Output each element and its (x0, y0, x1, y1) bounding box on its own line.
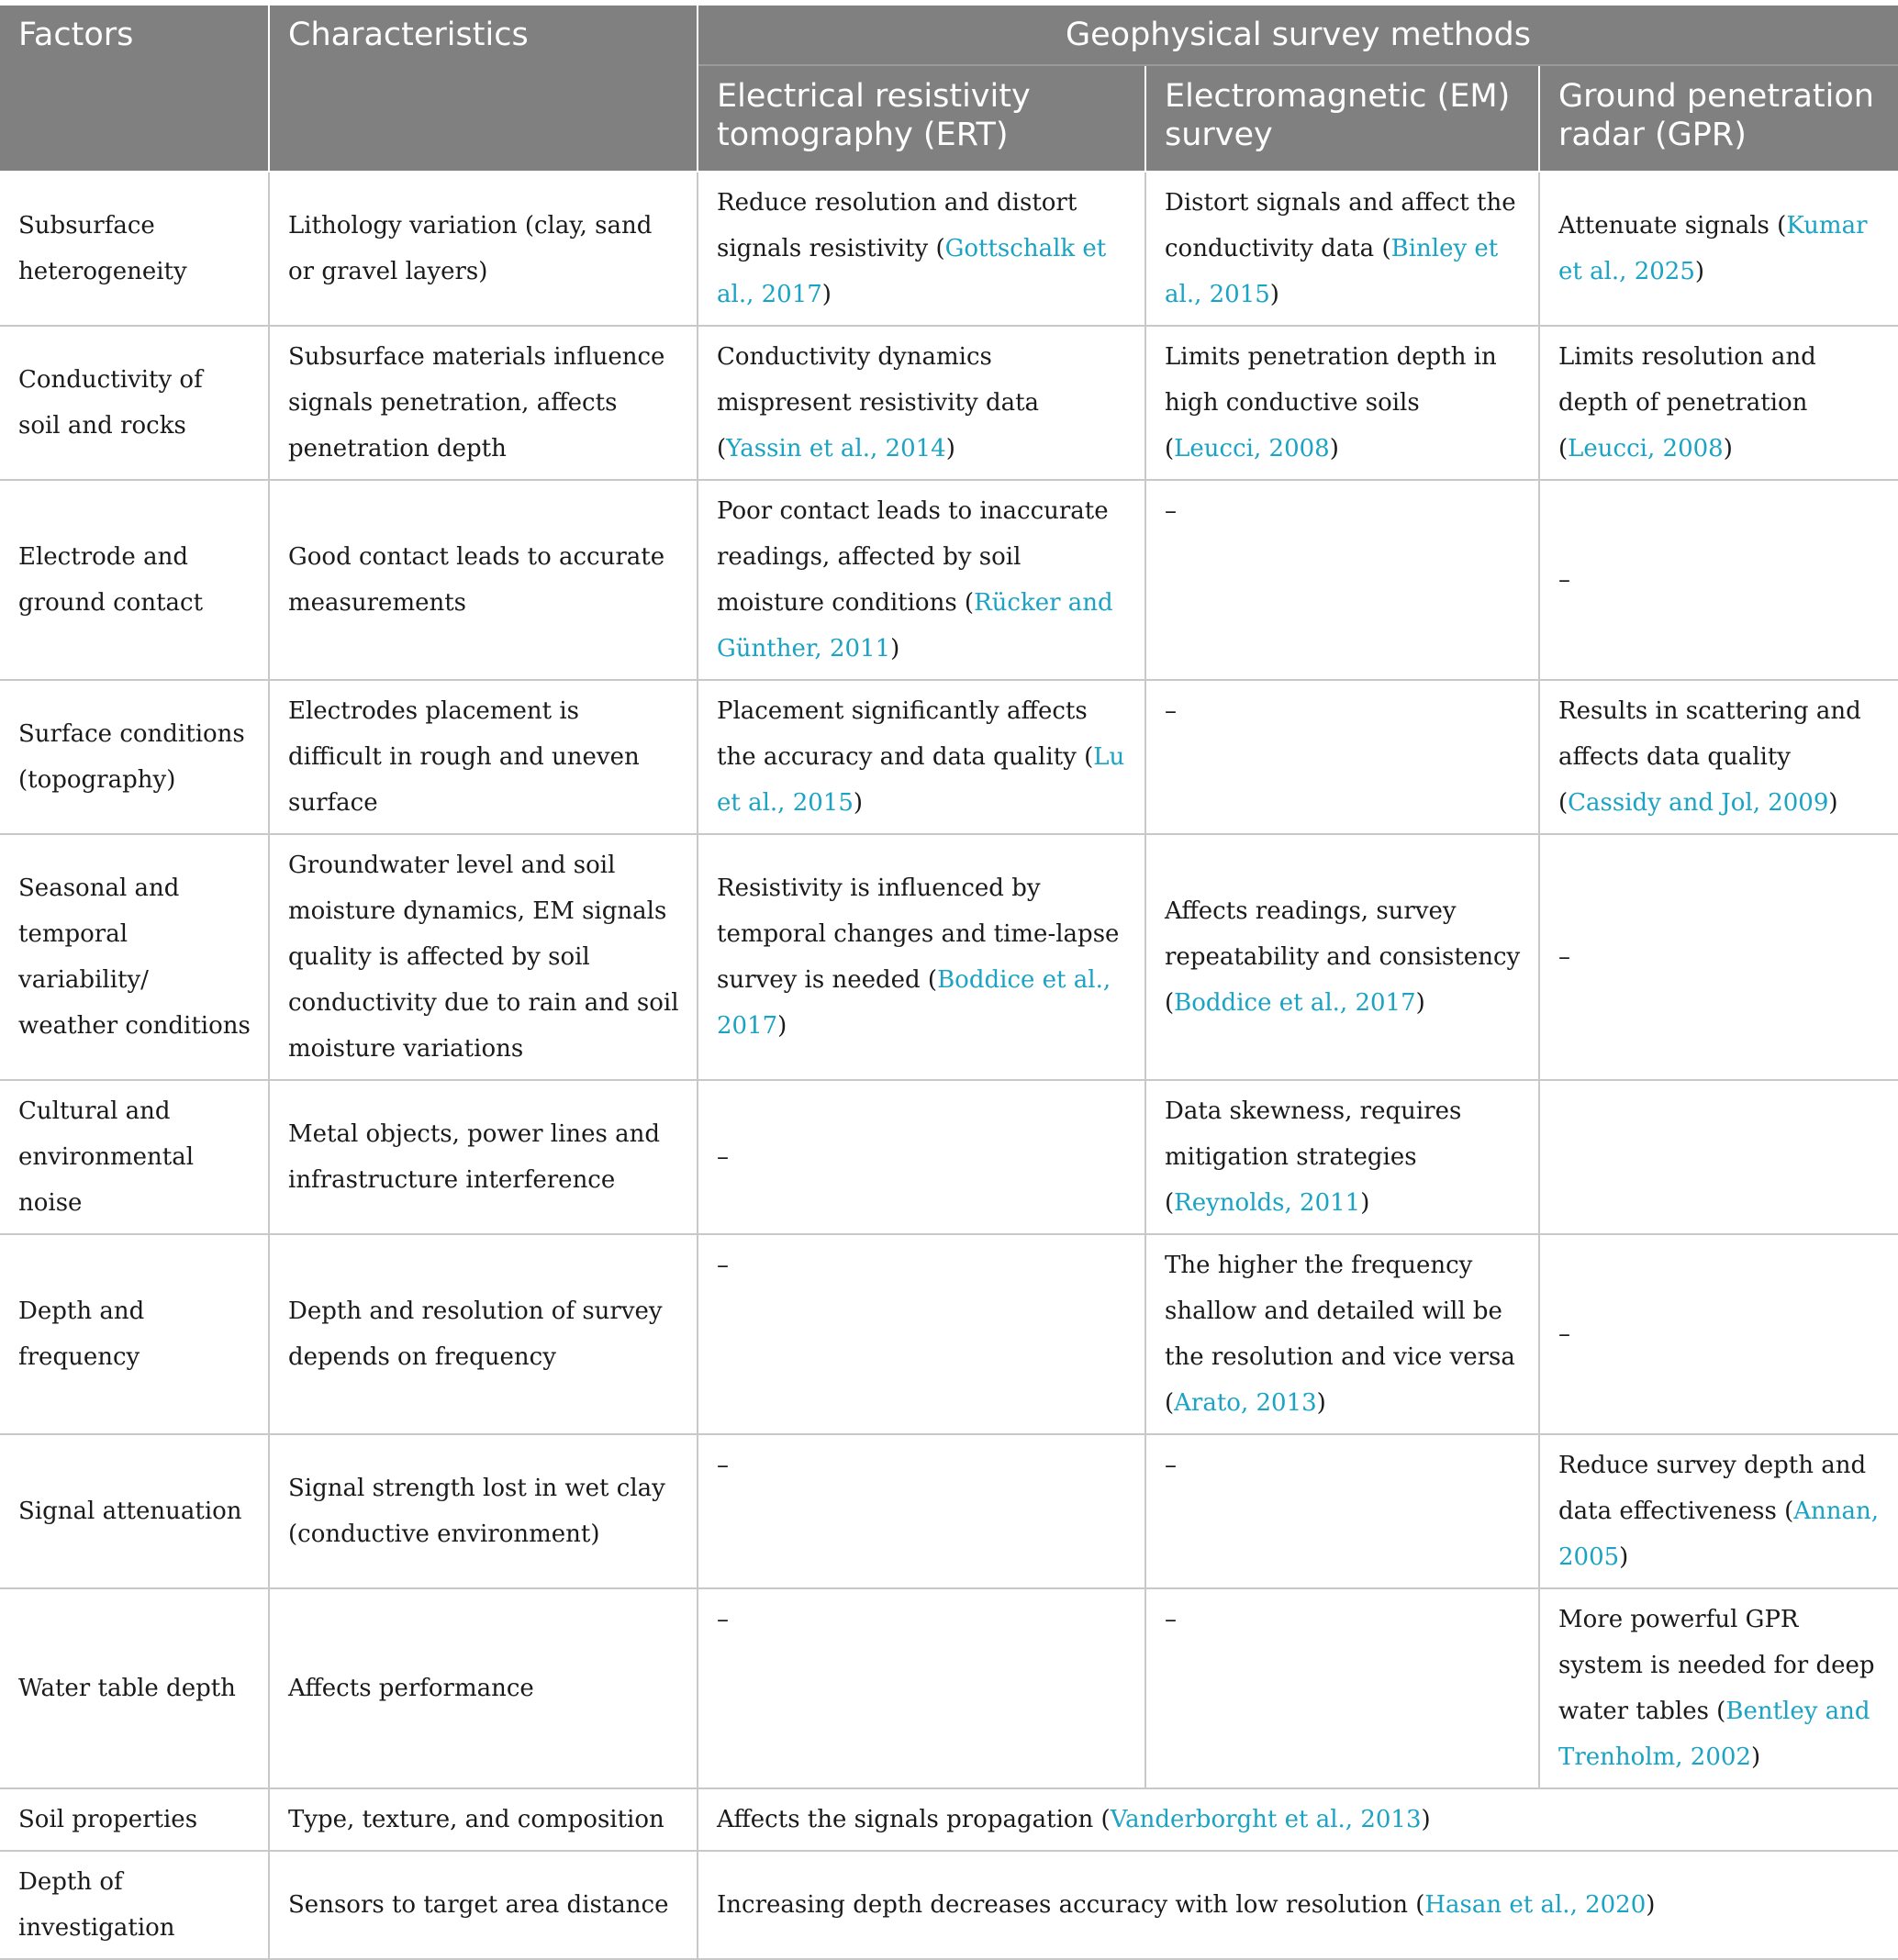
gpr-cell (1539, 680, 1898, 834)
ert-cell-text: – (717, 1252, 729, 1279)
table-row (0, 1851, 1898, 1959)
ert-cell (698, 834, 1145, 1080)
em-cell (1145, 326, 1539, 480)
factor-cell: Electrode and ground contact (0, 480, 269, 680)
ert-cell-close: ) (945, 435, 955, 462)
table-row (0, 172, 1898, 326)
factor-cell: Surface conditions (topography) (0, 680, 269, 834)
characteristics-cell: Metal objects, power lines and infrastructure interference (269, 1080, 698, 1234)
em-cell-citation-link[interactable]: Binley et al., 2015 (1165, 235, 1499, 308)
em-cell-citation-link[interactable]: Leucci, 2008 (1174, 435, 1330, 462)
ert-cell-citation-link[interactable]: Yassin et al., 2014 (726, 435, 946, 462)
em-cell (1145, 480, 1539, 680)
factor-cell: Depth and frequency (0, 1234, 269, 1434)
em-cell-text: – (1165, 1452, 1177, 1479)
ert-cell (698, 1080, 1145, 1234)
gpr-cell-citation-link[interactable]: Cassidy and Jol, 2009 (1568, 789, 1829, 817)
ert-cell-citation-link[interactable]: Boddice et al., 2017 (717, 966, 1111, 1040)
table-row (0, 1080, 1898, 1234)
gpr-cell (1539, 1080, 1898, 1234)
gpr-cell (1539, 172, 1898, 326)
table-row (0, 834, 1898, 1080)
all-methods-cell-text: Increasing depth decreases accuracy with low resolution ( (717, 1891, 1425, 1919)
ert-cell-text: Conductivity dynamics mispresent resistivity data ( (717, 343, 1040, 462)
factor-cell: Water table depth (0, 1588, 269, 1788)
ert-cell (698, 1588, 1145, 1788)
ert-cell (698, 1234, 1145, 1434)
gpr-cell-text: Attenuate signals ( (1558, 212, 1787, 239)
gpr-cell-text: – (1558, 566, 1570, 594)
ert-cell-text: Poor contact leads to inaccurate readings, affected by soil moisture conditions ( (717, 497, 1109, 617)
ert-cell-text: Placement significantly affects the accuracy and data quality ( (717, 697, 1094, 771)
factor-cell: Depth of investigation (0, 1851, 269, 1959)
em-cell-close: ) (1360, 1189, 1370, 1217)
em-cell-text: Distort signals and affect the conductivity data ( (1165, 189, 1516, 262)
gpr-cell (1539, 326, 1898, 480)
ert-cell-close: ) (821, 281, 832, 308)
em-cell-text: – (1165, 697, 1177, 725)
gpr-cell-close: ) (1723, 435, 1733, 462)
em-cell-citation-link[interactable]: Reynolds, 2011 (1174, 1189, 1361, 1217)
em-cell-close: ) (1316, 1389, 1326, 1417)
characteristics-cell: Type, texture, and composition (269, 1788, 698, 1851)
gpr-cell-citation-link[interactable]: Annan, 2005 (1558, 1498, 1880, 1571)
em-cell-text: – (1165, 497, 1177, 525)
gpr-cell (1539, 834, 1898, 1080)
ert-cell-text: Resistivity is influenced by temporal changes and time-lapse survey is needed ( (717, 874, 1120, 994)
gpr-cell-text: Results in scattering and affects data quality ( (1558, 697, 1861, 817)
header-row-top (0, 6, 1898, 65)
em-cell-close: ) (1269, 281, 1279, 308)
table-header (0, 6, 1898, 172)
ert-cell (698, 480, 1145, 680)
header-characteristics: Characteristics (269, 6, 698, 172)
gpr-cell (1539, 1234, 1898, 1434)
factor-cell: Soil properties (0, 1788, 269, 1851)
em-cell-text: The higher the frequency shallow and detailed will be the resolution and vice versa ( (1165, 1252, 1515, 1417)
gpr-cell-text: – (1558, 943, 1570, 971)
ert-cell-citation-link[interactable]: Rücker and Günther, 2011 (717, 589, 1113, 663)
gpr-cell (1539, 480, 1898, 680)
geophysical-factors-table (0, 6, 1898, 1960)
em-cell (1145, 834, 1539, 1080)
em-cell-close: ) (1415, 989, 1425, 1017)
em-cell-text: Limits penetration depth in high conductive soils ( (1165, 343, 1497, 462)
characteristics-cell: Good contact leads to accurate measurements (269, 480, 698, 680)
table-row (0, 680, 1898, 834)
ert-cell-citation-link[interactable]: Lu et al., 2015 (717, 743, 1125, 817)
em-cell (1145, 1080, 1539, 1234)
ert-cell-close: ) (890, 635, 900, 663)
characteristics-cell: Electrodes placement is difficult in rough and uneven surface (269, 680, 698, 834)
ert-cell-text: Reduce resolution and distort signals resistivity ( (717, 189, 1077, 262)
ert-cell-text: – (717, 1452, 729, 1479)
ert-cell (698, 326, 1145, 480)
header-em: Electromagnetic (EM) survey (1145, 65, 1539, 172)
characteristics-cell: Signal strength lost in wet clay (conductive environment) (269, 1434, 698, 1588)
gpr-cell-citation-link[interactable]: Bentley and Trenholm, 2002 (1558, 1698, 1870, 1771)
gpr-cell-citation-link[interactable]: Leucci, 2008 (1568, 435, 1724, 462)
em-cell-citation-link[interactable]: Arato, 2013 (1174, 1389, 1317, 1417)
characteristics-cell: Depth and resolution of survey depends on frequency (269, 1234, 698, 1434)
ert-cell-close: ) (853, 789, 864, 817)
table-row (0, 480, 1898, 680)
ert-cell (698, 172, 1145, 326)
all-methods-cell (698, 1851, 1898, 1959)
table-row (0, 1434, 1898, 1588)
gpr-cell (1539, 1434, 1898, 1588)
gpr-cell-citation-link[interactable]: Kumar et al., 2025 (1558, 212, 1868, 285)
characteristics-cell: Sensors to target area distance (269, 1851, 698, 1959)
factor-cell: Subsurface heterogeneity (0, 172, 269, 326)
em-cell-text: – (1165, 1606, 1177, 1633)
table-row (0, 1234, 1898, 1434)
em-cell-text: Data skewness, requires mitigation strategies ( (1165, 1097, 1462, 1217)
header-ert: Electrical resistivity tomography (ERT) (698, 65, 1145, 172)
factor-cell: Seasonal and temporal variability/ weather conditions (0, 834, 269, 1080)
gpr-cell-close: ) (1619, 1543, 1629, 1571)
gpr-cell-close: ) (1750, 1743, 1761, 1771)
gpr-cell-close: ) (1828, 789, 1838, 817)
factor-cell: Cultural and environmental noise (0, 1080, 269, 1234)
gpr-cell-text: More powerful GPR system is needed for deep water tables ( (1558, 1606, 1875, 1725)
gpr-cell-close: ) (1694, 258, 1705, 285)
all-methods-cell (698, 1788, 1898, 1851)
table-row (0, 326, 1898, 480)
all-methods-cell-close: ) (1646, 1891, 1656, 1919)
gpr-cell-text: – (1558, 1320, 1570, 1348)
factor-cell: Conductivity of soil and rocks (0, 326, 269, 480)
em-cell (1145, 1234, 1539, 1434)
header-factors: Factors (0, 6, 269, 172)
em-cell (1145, 1588, 1539, 1788)
characteristics-cell: Affects performance (269, 1588, 698, 1788)
table-body (0, 172, 1898, 1959)
all-methods-cell-close: ) (1421, 1806, 1431, 1833)
all-methods-cell-citation-link[interactable]: Hasan et al., 2020 (1424, 1891, 1647, 1919)
em-cell-text: Affects readings, survey repeatability and consistency ( (1165, 897, 1521, 1017)
ert-cell (698, 680, 1145, 834)
em-cell (1145, 1434, 1539, 1588)
header-group-methods: Geophysical survey methods (698, 6, 1898, 65)
characteristics-cell: Subsurface materials influence signals penetration, affects penetration depth (269, 326, 698, 480)
all-methods-cell-text: Affects the signals propagation ( (717, 1806, 1111, 1833)
em-cell (1145, 680, 1539, 834)
gpr-cell-text: Reduce survey depth and data effectiveness ( (1558, 1452, 1867, 1525)
ert-cell-citation-link[interactable]: Gottschalk et al., 2017 (717, 235, 1107, 308)
table-row (0, 1788, 1898, 1851)
em-cell (1145, 172, 1539, 326)
ert-cell-text: – (717, 1143, 729, 1171)
characteristics-cell: Groundwater level and soil moisture dynamics, EM signals quality is affected by soil conductivity due to rain and soil moisture variations (269, 834, 698, 1080)
header-gpr: Ground penetration radar (GPR) (1539, 65, 1898, 172)
table-container (0, 6, 1898, 1960)
ert-cell (698, 1434, 1145, 1588)
characteristics-cell: Lithology variation (clay, sand or gravel layers) (269, 172, 698, 326)
all-methods-cell-citation-link[interactable]: Vanderborght et al., 2013 (1110, 1806, 1422, 1833)
factor-cell: Signal attenuation (0, 1434, 269, 1588)
table-row (0, 1588, 1898, 1788)
ert-cell-close: ) (777, 1012, 787, 1040)
gpr-cell (1539, 1588, 1898, 1788)
em-cell-close: ) (1329, 435, 1339, 462)
ert-cell-text: – (717, 1606, 729, 1633)
gpr-cell-text: Limits resolution and depth of penetration ( (1558, 343, 1816, 462)
em-cell-citation-link[interactable]: Boddice et al., 2017 (1174, 989, 1416, 1017)
